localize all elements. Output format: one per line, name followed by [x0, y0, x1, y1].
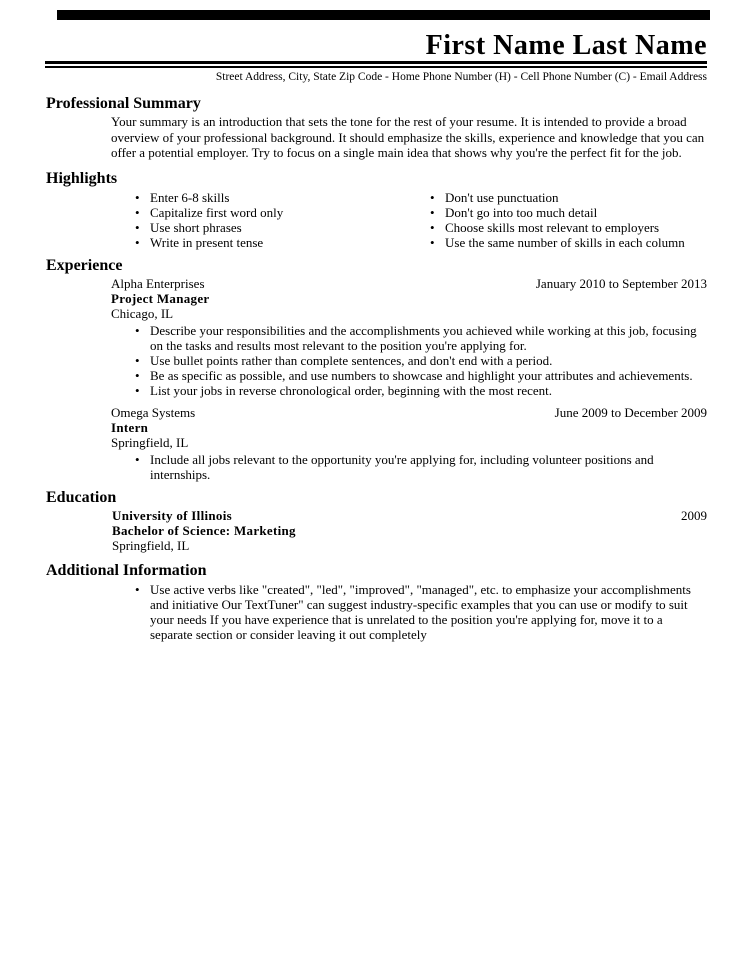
list-item-label: Don't use punctuation: [445, 189, 559, 205]
job-location: Springfield, IL: [111, 434, 189, 450]
contact-line: Street Address, City, State Zip Code - Home Phone Number (H) - Cell Phone Number (C) - Email Address: [215, 71, 707, 83]
job-bullet-text: Include all jobs relevant to the opportunity you're applying for, including volunteer positions and internships.: [150, 451, 654, 482]
list-item: [430, 220, 707, 235]
company-name: Omega Systems: [111, 404, 196, 420]
bullet-icon: •: [430, 204, 435, 220]
bullet-icon: •: [135, 382, 140, 398]
bullet-icon: •: [135, 451, 140, 467]
bullet-icon: •: [430, 219, 435, 235]
section-title-additional-information: Additional Information: [46, 561, 207, 579]
job-bullet-text: List your jobs in reverse chronological order, beginning with the most recent.: [150, 382, 553, 398]
list-item: [135, 220, 430, 235]
job-bullet-text: Describe your responsibilities and the accomplishments you achieved while working at this job, focusing on the tasks and results most relevant to the position you're applying for.: [150, 322, 697, 353]
bullet-icon: •: [135, 352, 140, 368]
job-location: Chicago, IL: [111, 305, 174, 321]
bullet-icon: •: [135, 189, 140, 205]
bullet-icon: •: [135, 234, 140, 250]
section-title-professional-summary: Professional Summary: [46, 95, 201, 112]
education-location: Springfield, IL: [112, 537, 190, 553]
bullet-icon: •: [135, 581, 140, 597]
section-title-highlights: Highlights: [46, 169, 118, 187]
list-item: [430, 205, 707, 220]
job-entry: [111, 405, 707, 450]
bullet-icon: •: [430, 234, 435, 250]
job-title: Intern: [111, 419, 149, 435]
job-bullet: [135, 383, 707, 398]
list-item-label: Enter 6-8 skills: [150, 189, 230, 205]
highlights-column-right: [430, 190, 707, 250]
job-bullet: [135, 323, 707, 353]
job-title: Project Manager: [111, 290, 210, 306]
job-bullet: [135, 368, 707, 383]
page-title: First Name Last Name: [425, 30, 707, 61]
job-bullet: [135, 452, 707, 482]
list-item-label: Don't go into too much detail: [445, 204, 598, 220]
list-item: [430, 190, 707, 205]
bullet-icon: •: [135, 204, 140, 220]
bullet-icon: •: [135, 322, 140, 338]
job-bullet-list: [135, 452, 707, 482]
section-title-experience: Experience: [46, 256, 123, 274]
job-bullet-text: Be as specific as possible, and use numbers to showcase and highlight your attributes and achievements.: [150, 367, 693, 383]
bullet-icon: •: [430, 189, 435, 205]
bullet-icon: •: [135, 219, 140, 235]
list-item-label: Choose skills most relevant to employers: [445, 219, 660, 235]
company-name: Alpha Enterprises: [111, 275, 205, 291]
list-item: [135, 235, 430, 250]
section-title-education: Education: [46, 488, 117, 506]
highlights-column-left: [135, 190, 430, 250]
additional-bullet-text: Use active verbs like "created", "led", "improved", "managed", etc. to emphasize your accomplishments and initiative Our TextTuner" can suggest industry-specific examples that you can use or modify to suit your needs If you have experience that is unrelated to the position you're applying for, move it to a separate section or consider leaving it out completely: [150, 581, 691, 642]
degree: Bachelor of Science: Marketing: [112, 522, 296, 538]
additional-bullet: [135, 582, 707, 642]
list-item: [430, 235, 707, 250]
highlights-columns: [135, 190, 755, 250]
additional-bullet-list: [135, 582, 707, 642]
job-bullet-text: Use bullet points rather than complete sentences, and don't end with a period.: [150, 352, 553, 368]
header-top-bar: [57, 10, 710, 20]
job-bullet-list: [135, 323, 707, 398]
job-dates: January 2010 to September 2013: [535, 275, 707, 291]
education-entry: [112, 508, 707, 553]
bullet-icon: •: [135, 367, 140, 383]
job-entry: [111, 276, 707, 321]
job-dates: June 2009 to December 2009: [554, 404, 707, 420]
list-item-label: Use short phrases: [150, 219, 242, 235]
list-item-label: Use the same number of skills in each column: [445, 234, 685, 250]
list-item: [135, 205, 430, 220]
header-double-rule: [45, 61, 707, 68]
education-year: 2009: [681, 507, 707, 523]
school-name: University of Illinois: [112, 507, 232, 523]
job-bullet: [135, 353, 707, 368]
list-item-label: Capitalize first word only: [150, 204, 284, 220]
summary-paragraph: Your summary is an introduction that sets the tone for the rest of your resume. It is intended to provide a broad overview of your professional background. It should emphasize the skills, experience and knowledge that you can offer a potential employer. Try to focus on a single main idea that shows why you're the perfect fit for the job.: [111, 114, 705, 160]
list-item: [135, 190, 430, 205]
list-item-label: Write in present tense: [150, 234, 264, 250]
